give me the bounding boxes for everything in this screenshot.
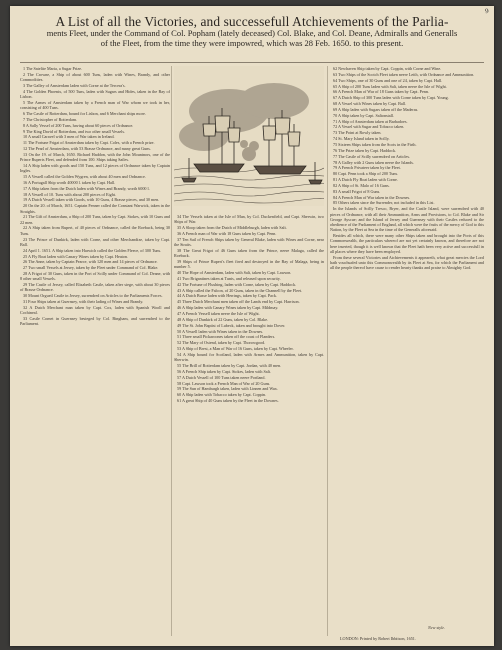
naval-battle-woodcut bbox=[174, 66, 324, 206]
list-entry: 3 The Galley of Amsterdam laden with Corne at the Tercera's. bbox=[23, 82, 126, 88]
list-entry: 73 The Point at Rowly taken. bbox=[333, 130, 382, 136]
list-entry: 19 A Dutch Vessell taken with Goods, with 10 Guns, 4 Brasse pieces, and 30 men. bbox=[23, 197, 160, 203]
broadside-title bbox=[20, 14, 484, 49]
list-entry: 39 Ships of Prince Rupert's fleet fired and destroyed in the Bay of Malaga, being in number 5. bbox=[174, 258, 324, 270]
list-entry: 63 Two Ships of the Scotch Fleet taken neere Leith, with Ordnance and Ammunition. bbox=[333, 71, 475, 77]
list-entry: 77 The Castle of Scilly surrendred on Articles. bbox=[333, 153, 410, 159]
list-entry: 81 A Dutch Fly Boat laden with Corne. bbox=[333, 177, 398, 183]
broadside-sheet bbox=[10, 6, 494, 646]
list-entry: 5 The Armes of Amsterdam taken by a French man of War whom we took in her, consisting of 400 Tuns. bbox=[20, 99, 170, 111]
list-entry: 9 The King David of Rotterdam, and two other small Vessels. bbox=[23, 128, 125, 134]
list-entry: 47 A French Vessell taken neere the Isle of Wight. bbox=[177, 310, 260, 316]
list-entry: 61 A great Ship of 40 Guns taken by the Fleet in the Downes. bbox=[177, 398, 279, 404]
list-entry: 26 The Anne, taken by Captain Pearce, with 120 men and 14 pieces of Ordnance. bbox=[23, 259, 158, 265]
list-entry: 30 Mount Orgueil Castle in Jersey, surrendred on Articles to the Parliaments Forces. bbox=[23, 293, 163, 299]
list-entry: 48 A Ship of Dunkirk of 22 Guns, taken by Col. Blake. bbox=[177, 316, 269, 322]
list-entry: 27 Two small Vessels at Jersey, taken by the Fleet under Command of Col. Blake. bbox=[23, 265, 159, 271]
list-entry: 65 A Ship of 200 Tuns laden with Salt, taken neere the Isle of Wight. bbox=[333, 83, 447, 89]
title-line-3: of the Fleet, from the time they were impowred, which was 28 Feb. 1650. to this present. bbox=[100, 38, 404, 49]
list-entry: 83 A small Frigot of 8 Guns. bbox=[333, 188, 381, 194]
list-entry: 85 Others taken since the Surrender, not included in this List. bbox=[333, 200, 435, 206]
list-entry: 44 A Dutch Busse laden with Herrings, taken by Capt. Pack. bbox=[177, 293, 277, 299]
list-entry: 55 The Brill of Rotterdam taken by Capt. Jordan, with 40 men. bbox=[177, 362, 282, 368]
list-entry: 4 The Golden Phoenix, of 500 Tuns, laden with Sugars and Hides, taken in the Bay of Lisbon. bbox=[20, 88, 170, 100]
list-entry: 45 Three Dutch Merchant men taken off the Lands end by Capt. Harrison. bbox=[177, 299, 300, 305]
list-entry: 52 The Mary of Ostend, taken by Capt. Thorowgood. bbox=[177, 340, 266, 346]
list-entry: 33 Castle Cornet in Guernsey besieged by Col. Bingham, and surrendred to the Parliament. bbox=[20, 316, 170, 327]
list-entry: 29 The Castle of Jersey, called Elizabeth Castle, taken after siege, with about 30 pieces of Brasse Ordnance. bbox=[20, 282, 170, 293]
list-entry: 41 Two Brigantines taken at Tunis, and released upon security. bbox=[177, 275, 281, 281]
title-line-1: A List of all the Victories, and successefull Atchievements of the Parlia- bbox=[55, 14, 449, 29]
column-right bbox=[330, 66, 484, 636]
list-entry: 36 A French man of War with 18 Guns taken by Capt. Penn. bbox=[177, 230, 277, 236]
list-entry: 18 A Vessell of 10. Tuns with about 200 pieces of Eight. bbox=[23, 191, 116, 197]
list-entry: 49 The St. John Baptist of Lubeck, taken and brought into Dover. bbox=[177, 322, 286, 328]
list-entry: 46 A Ship laden with Canary Wines taken by Capt. Mildmay. bbox=[177, 305, 279, 311]
list-entry: 80 Capt. Penn took a Ship of 200 Tuns. bbox=[333, 171, 399, 177]
column-divider-right bbox=[327, 66, 328, 636]
list-entry: 31 Four Ships taken at Guernsey, with their lading of Wines and Brandy. bbox=[23, 299, 144, 305]
list-entry: 22 A Ship taken from Rupert, of 40 pieces of Ordnance, called the Roebuck, being 30 Tuns. bbox=[20, 225, 170, 236]
list-entry: 24 April 1. 1651. A Ship taken into Harwich called the Golden Fleece, of 300 Tuns. bbox=[23, 247, 162, 253]
imprint: LONDON: Printed by Robert Ibbitson, 1651. bbox=[340, 636, 416, 641]
list-entry: 20 On the 20. of March, 1651. Captain Fenner called the Constant Warwick, taken in the Straights. bbox=[20, 203, 170, 214]
list-entry: 53 A Ship of Brest, a Man of War of 16 Guns, taken by Capt. Wheeler. bbox=[177, 346, 294, 352]
list-entry: 16 A Portugall Ship worth 40000 l. taken by Capt. Hall. bbox=[23, 179, 116, 185]
list-entry: 23 The Prince of Dunkirk, laden with Corne, and other Merchandize, taken by Capt. Ball. bbox=[20, 236, 170, 247]
list-entry: 42 The Fortune of Flushing, laden with Corne, taken by Capt. Haddock. bbox=[177, 281, 297, 287]
list-entry: 69 A Ship laden with Sugars taken off the Maderas. bbox=[333, 106, 419, 112]
list-entry: 68 A Vessel with Wines taken by Capt. Ball. bbox=[333, 101, 407, 107]
list-entry: 56 A French Ship taken by Capt. Stokes, laden with Salt. bbox=[177, 368, 271, 374]
list-entry: 57 A Dutch Vessell of 100 Tuns taken neere Portland. bbox=[177, 374, 266, 380]
list-entry: 21 The Gift of Amsterdam, a Ship of 200 Tuns, taken by Capt. Stokes, with 10 Guns and 22 men. bbox=[20, 214, 170, 225]
list-entry: 71 A Ship of Amsterdam taken at Barbadoes. bbox=[333, 118, 408, 124]
list-entry: 10 A small Caravel with 3 men of War taken in Ireland. bbox=[23, 134, 115, 140]
list-entry: 60 A Ship laden with Tobacco taken by Capt. Coppin. bbox=[177, 392, 266, 398]
list-entry: 67 A Dutch Ship of 300 Tuns laden with Corne taken by Capt. Young. bbox=[333, 95, 449, 101]
new-style-note: New style. bbox=[428, 625, 446, 630]
list-entry: 15 A Vessell called the Golden Wygren, with about 40 men and Ordnance. bbox=[23, 174, 146, 180]
list-entry: 34 The Vessels taken at the Isle of Man, by Col. Duckenfield, and Capt. Sherwin, two Ships of War. bbox=[174, 214, 324, 225]
list-entry: 70 A Ship taken by Capt. Saltonstall. bbox=[333, 112, 394, 118]
list-entry: 75 Sixteen Ships taken from the Scots in the Firth. bbox=[333, 141, 417, 147]
list-entry: In the Islands of Scilly Tresco, Bryer, and the Castle Island, were surrendred with 40 pieces of Ordnance, with all their Ammunition, Arms and Provisions, to Col. Blake and Sir George Ayscue; and the Island of Jersey and Guernsey with their Castles reduced to the obedience of the Parliament of England, all which were the fruits of the mercy of God to this Nation, by the Fleet at Sea in the time of the Generalls aforesaid. bbox=[330, 206, 484, 233]
list-entry: 74 St. Mary Island taken in Scilly. bbox=[333, 136, 390, 142]
list-entry: 38 The Great Frigot of 46 Guns taken from the Prince, neere Malaga, called the Roebuck. bbox=[174, 247, 324, 259]
list-entry: 54 A Ship bound for Scotland, laden with Armes and Ammunition, taken by Capt. Sherwin. bbox=[174, 351, 324, 363]
column-middle bbox=[174, 214, 324, 636]
list-entry: 1 The Satelite Maria, a Sugar Prize. bbox=[23, 66, 83, 71]
list-entry: 84 A French Man of War taken in the Downes. bbox=[333, 194, 411, 200]
list-entry: 37 Ten Sail of French Ships taken by General Blake, laden with Wines and Corne, near the Straits. bbox=[174, 236, 324, 248]
list-entry: 78 A Galley with 2 Guns taken neere the Islands. bbox=[333, 159, 414, 165]
list-entry: 13 On the 19. of March, 1650. Richard Haddon, with the John Mountnors, one of the Prince Ruperts Fleet, and defended from 100. Ships taking Sailes. bbox=[20, 151, 170, 163]
column-divider-left bbox=[171, 66, 172, 636]
list-entry: 76 The Prize taken by Capt. Haddock. bbox=[333, 147, 397, 153]
list-entry: 28 A Frigot of 30 Guns, taken in the Port of Scilly under Command of Col. Deane, with 8 other small Vessels. bbox=[20, 271, 170, 282]
list-entry: 2 The Crowne, a Ship of about 600 Tuns, laden with Wines, Brandy, and other Commodities. bbox=[20, 71, 170, 83]
column-left bbox=[20, 66, 170, 636]
list-entry: From these several Victories and Atchievements it appeareth, what great mercies the Lord hath vouchsafed unto this Commonwealth by its Fleet at Sea, for which the Parliament and all the people thereof have cause to render hearty thanks and praise to Almighty God. bbox=[330, 254, 484, 271]
list-entry: 79 A French Privateer taken by the Fleet. bbox=[333, 165, 401, 171]
list-entry: 62 Newhaven Ship taken by Capt. Coppin, with Corne and Wine. bbox=[333, 66, 442, 71]
list-entry: 59 The Sun of Hamburgh taken, laden with Linnen and Wax. bbox=[177, 386, 278, 392]
list-entry: 64 Two Ships, one of 30 Guns and one of 24, taken by Capt. Hall. bbox=[333, 77, 443, 83]
list-entry: 11 The Fortune Frigat of Amsterdam taken by Capt. Coles, with a French prize. bbox=[23, 140, 155, 146]
list-entry: 51 Three small Pickaroones taken off the coast of Flanders. bbox=[177, 334, 276, 340]
title-line-2: ments Fleet, under the Command of Col. Popham (lately deceased) Col. Blake, and Col. Deane, Admiralls and Generalls bbox=[46, 28, 458, 39]
list-entry: 82 A Ship of St. Malo of 16 Guns. bbox=[333, 182, 390, 188]
list-entry: 35 A Sloop taken from the Dutch of Middleburgh, laden with Salt. bbox=[177, 225, 287, 231]
list-entry: 43 A Ship called the Falcon, of 20 Guns, taken in the Channell by the Fleet. bbox=[177, 287, 303, 293]
list-entry: 8 A Sally Vessel of 200 Tuns, having about 60 pieces of Ordnance. bbox=[23, 122, 134, 128]
list-entry: 12 The Pearl of Amsterdam, with 53 Brasse Ordnance, and many great Guns. bbox=[23, 146, 151, 152]
list-entry: 25 A Fly Boat laden with Canary Wines taken by Capt. Heaton. bbox=[23, 253, 128, 259]
list-entry: 17 A Ship taken from the Dutch laden with Wines and Brandy, worth 6000 l. bbox=[23, 185, 150, 191]
list-entry: 72 A Vessel with Sugar and Tobacco taken. bbox=[333, 124, 405, 130]
list-entry: 58 Capt. Lawson took a French Man of War of 20 Guns. bbox=[177, 380, 271, 386]
page-number: 9 bbox=[484, 7, 490, 16]
list-entry: 40 The Hope of Amsterdam, laden with Salt, taken by Capt. Lawson. bbox=[177, 270, 292, 276]
list-entry: 32 A Dutch Merchant man taken by Capt. Cox, laden with Spanish Wooll and Cochineal. bbox=[20, 304, 170, 316]
list-entry: 7 The Christopher of Rotterdam. bbox=[23, 116, 78, 122]
list-entry: 50 A Vessell laden with Wines taken in the Downes. bbox=[177, 328, 264, 334]
title-rule bbox=[20, 62, 484, 63]
list-entry: 6 The Castle of Rotterdam, bound for Lisbon, and 6 Merchant ships more. bbox=[23, 110, 146, 116]
list-entry: 14 A Ship laden with goods and 150 Tuns, and 12 pieces of Ordnance taken by Captain Ingles. bbox=[20, 162, 170, 174]
list-entry: 66 A French Man of War of 18 Guns taken by Capt. Penn. bbox=[333, 89, 429, 95]
list-entry: Besides all which, there were many other Ships taken and brought into the Ports of this Commonwealth, the particulars whereof are not yet certainly known, and therefore are not here inserted, though it is well known that the Fleet hath been very active and successfull in all places where they have been employed. bbox=[330, 233, 484, 254]
